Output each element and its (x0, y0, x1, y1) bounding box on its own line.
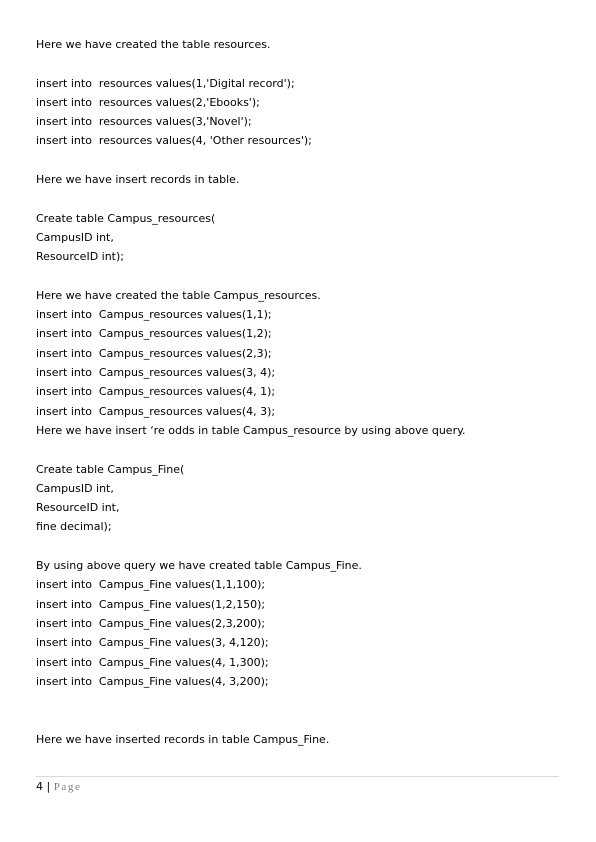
document-body (36, 35, 566, 749)
code-line: fine decimal); (36, 520, 112, 534)
text-line: Here we have insert records in table. (36, 173, 240, 187)
code-line: Create table Campus_Fine( (36, 462, 185, 476)
code-line: insert into Campus_resources values(1,2); (36, 327, 272, 341)
code-line: insert into Campus_Fine values(2,3,200); (36, 616, 266, 630)
blank-line (36, 537, 566, 556)
code-line: insert into resources values(4, 'Other resources'); (36, 134, 312, 148)
code-line: Create table Campus_resources( (36, 211, 216, 225)
code-line: insert into Campus_Fine values(4, 1,300); (36, 655, 269, 669)
code-line: ResourceID int, (36, 501, 120, 515)
blank-line (36, 54, 566, 73)
code-line: insert into Campus_resources values(2,3); (36, 346, 272, 360)
text-line: By using above query we have created table Campus_Fine. (36, 559, 362, 573)
blank-line (36, 189, 566, 208)
code-line: insert into Campus_resources values(4, 1); (36, 385, 276, 399)
blank-line (36, 267, 566, 286)
code-line: ResourceID int); (36, 250, 124, 264)
code-line: insert into Campus_resources values(4, 3); (36, 404, 276, 418)
page-label: Page (53, 781, 82, 793)
page-number: 4 (36, 780, 43, 793)
page-footer (36, 780, 82, 794)
code-line: insert into Campus_Fine values(3, 4,120); (36, 636, 269, 650)
blank-line (36, 440, 566, 459)
page-separator: | (43, 780, 54, 793)
code-line: insert into Campus_resources values(3, 4); (36, 366, 276, 380)
text-line: Here we have created the table resources. (36, 38, 271, 51)
code-line: insert into Campus_Fine values(1,2,150); (36, 597, 266, 611)
code-line: CampusID int, (36, 481, 114, 495)
blank-line (36, 691, 566, 710)
code-line: insert into Campus_resources values(1,1); (36, 308, 272, 322)
code-line: insert into resources values(2,'Ebooks'); (36, 95, 260, 109)
text-line: Here we have insert ‘re odds in table Campus_resource by using above query. (36, 423, 466, 437)
code-line: insert into Campus_Fine values(1,1,100); (36, 578, 266, 592)
footer-divider (36, 776, 559, 777)
text-line: Here we have inserted records in table Campus_Fine. (36, 732, 330, 746)
blank-line (36, 151, 566, 170)
blank-line (36, 710, 566, 729)
code-line: insert into resources values(3,'Novel'); (36, 115, 252, 129)
code-line: insert into Campus_Fine values(4, 3,200); (36, 674, 269, 688)
text-line: Here we have created the table Campus_resources. (36, 288, 321, 302)
code-line: CampusID int, (36, 230, 114, 244)
code-line: insert into resources values(1,'Digital record'); (36, 76, 295, 90)
